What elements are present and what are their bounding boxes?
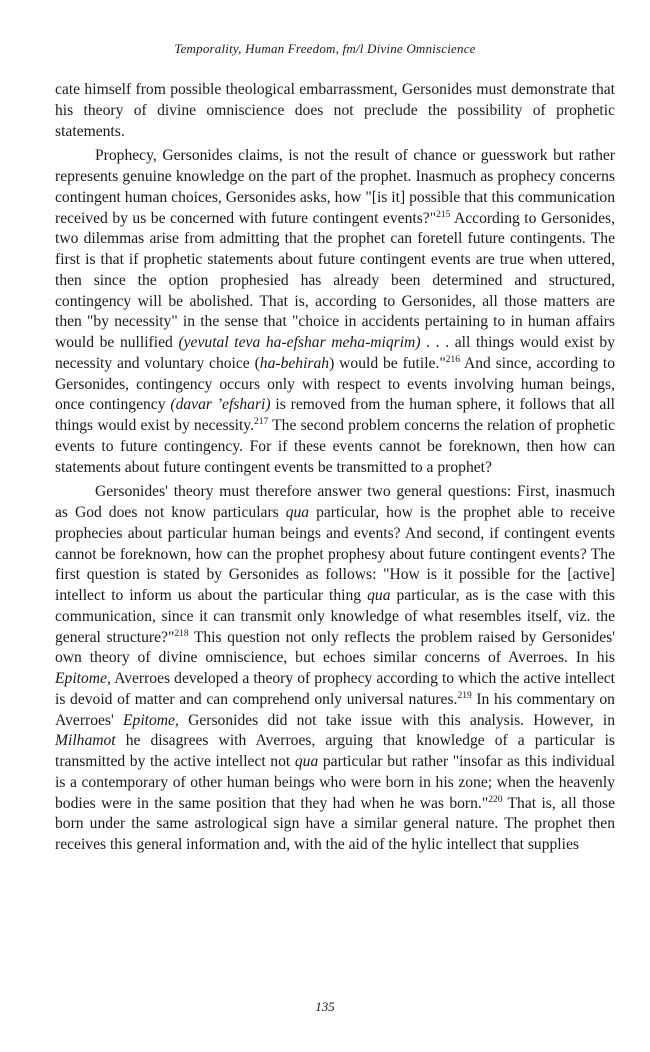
text-run: is removed from the human sphere, it follows that all things would exist by necessity.: [55, 396, 615, 434]
text-run: ) would be futile.": [329, 354, 446, 372]
body-text: [55, 80, 615, 860]
text-run: That is, all those born under the same astrological sign have a similar general nature. The prophet then receives this general information and, with the aid of the hylic intellect that supplies: [55, 794, 615, 853]
text-run: . . . all things would exist by necessity and voluntary choice (: [55, 334, 616, 372]
italic-term: qua: [367, 587, 391, 604]
italic-term: qua: [294, 753, 319, 770]
paragraph-1: [55, 80, 615, 142]
paragraph-2: [55, 146, 615, 478]
text-run: cate himself from possible theological embarrassment, Gersonides must demonstrate that his theory of divine omniscience does not preclude the possibility of prophetic statements.: [55, 81, 615, 140]
footnote-marker: 220: [488, 794, 503, 805]
italic-term: Epitome: [123, 711, 175, 729]
footnote-marker: 215: [436, 209, 451, 220]
footnote-marker: 219: [457, 690, 472, 701]
italic-term: (yevutal teva ha-efshar meha-miqrim): [178, 334, 421, 351]
page-number: 135: [315, 999, 335, 1014]
running-header: Temporality, Human Freedom, fm/l Divine Omniscience: [174, 41, 476, 56]
text-run: Gersonides' theory must therefore answer two general questions: First, inasmuch as God does not know particulars: [55, 483, 615, 521]
footnote-marker: 218: [174, 628, 189, 639]
italic-term: Epitome: [55, 670, 107, 687]
text-run: , Averroes developed a theory of prophecy according to which the active intellect is devoid of matter and can comprehend only universal natures.: [55, 670, 615, 708]
text-run: particular but rather "insofar as this individual is a contemporary of other human beings who were born in his zone; when the heavenly bodies were in the same position that they had when he was born.": [55, 753, 615, 812]
text-run: he disagrees with Averroes, arguing that knowledge of a particular is transmitted by the active intellect not: [55, 732, 615, 770]
paragraph-3: [55, 482, 615, 856]
italic-term: qua: [285, 504, 310, 521]
text-run: Prophecy, Gersonides claims, is not the result of chance or guesswork but rather represents genuine knowledge on the part of the prophet. Inasmuch as prophecy concerns contingent human choices, Gersonides asks, how "[is it] possible that this communication received by us be concerned with future contingent events?": [55, 147, 615, 227]
text-run: And since, according to Gersonides, contingency occurs only with respect to events involving human beings, once contingency: [55, 354, 615, 414]
text-run: The second problem concerns the relation of prophetic events to future contingency. For if these events cannot be foreknown, then how can statements about future contingent events be transmitted to a prophet?: [55, 417, 615, 476]
footnote-marker: 216: [445, 354, 460, 365]
italic-term: Milhamot: [55, 732, 116, 750]
text-run: , Gersonides did not take issue with this analysis. However, in: [174, 711, 616, 729]
text-run: particular, how is the prophet able to receive prophecies about particular human beings and events? And second, if contingent events cannot be foreknown, how can the prophet prophesy about future contingent events? The first question is stated by Gersonides as follows: "How is it possible for the [active] intellect to inform us about the particular thing: [55, 504, 615, 604]
italic-term: (davar ʼefshari): [170, 396, 271, 414]
text-run: particular, as is the case with this communication, since it can transmit only knowledge of what resembles itself, viz. the general structure?": [55, 587, 615, 646]
text-run: This question not only reflects the problem raised by Gersonides' own theory of divine omniscience, but echoes similar concerns of Averroes. In his: [55, 628, 615, 667]
footnote-marker: 217: [253, 416, 269, 427]
text-run: In his commentary on Averroes': [55, 690, 615, 729]
text-run: According to Gersonides, two dilemmas arise from admitting that the prophet can foretell future contingents. The first is that if prophetic statements about future contingent events are true when uttered, then since the option prophesied has already been determined and structured, contingency will be abolished. That is, according to Gersonides, all those matters are then "by necessity" in the sense that "choice in accidents pertaining to in human affairs would be nullified: [55, 209, 615, 351]
italic-term: ha-behirah: [259, 354, 330, 372]
